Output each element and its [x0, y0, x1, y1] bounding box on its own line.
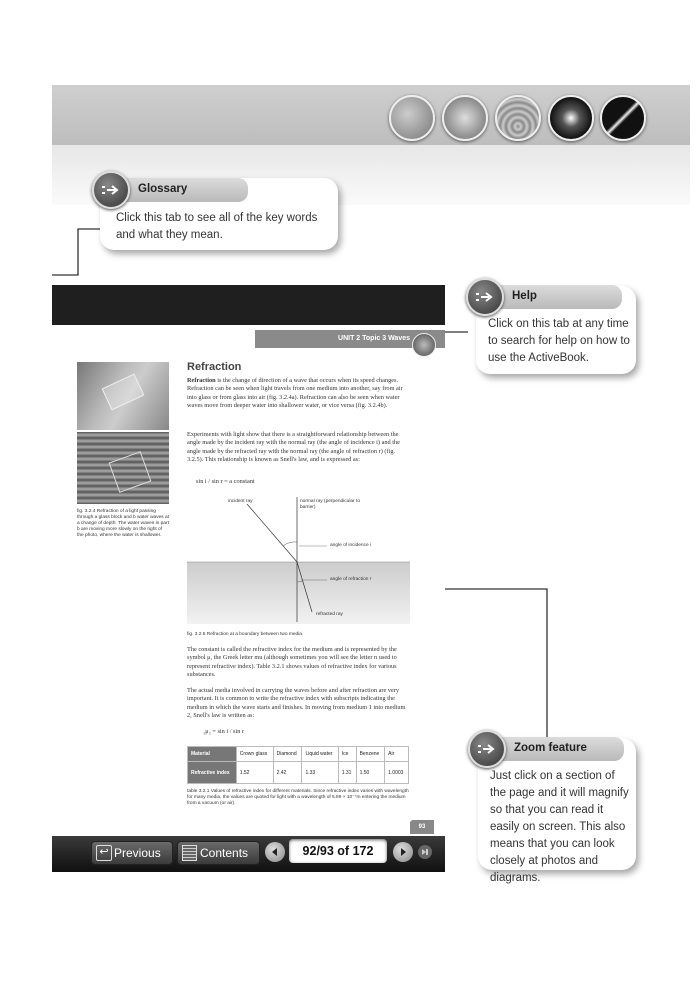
paragraph-1-term: Refraction: [187, 377, 216, 384]
prev-page-button[interactable]: [265, 842, 285, 862]
snell-formula-subscript: ₁μ₂ = sin i / sin r: [203, 728, 245, 735]
table-cell: 1.50: [356, 762, 385, 784]
contents-button[interactable]: [177, 841, 260, 865]
table-header: Air: [385, 747, 409, 762]
table-row-label: Refractive index: [188, 762, 237, 784]
help-description: Click on this tab at any time to search for help on how to use the ActiveBook.: [488, 318, 630, 364]
skip-end-icon: [421, 848, 429, 856]
fig1-caption: fig. 3.2.4 Refraction of a light passing through a glass block and b water waves at a change of depth. The water waves in part b are moving more slowly on the right of the photo, where the water is shallower.: [77, 509, 169, 538]
table-cell: 2.42: [273, 762, 302, 784]
table-header: Liquid water: [302, 747, 338, 762]
page-number: 93: [410, 820, 434, 834]
refraction-diagram[interactable]: [187, 492, 410, 627]
fig2-caption: fig. 3.2.5 Refraction at a boundary between two media.: [187, 632, 304, 637]
zoom-arrow-icon[interactable]: [468, 730, 506, 768]
unit-icon: [412, 333, 436, 357]
paragraph-2: Experiments with light show that there is a straightforward relationship between the angle made by the incident ray with the normal ray (the angle of incidence i) and the angle made by the refracted ray with the normal ray (the angle of refraction r) (fig. 3.2.5). This relationship is known as Snell's law, and is expressed as:: [187, 431, 400, 464]
help-tab[interactable]: [484, 285, 622, 309]
help-tab-label: Help: [512, 290, 537, 302]
table-header: Benzene: [356, 747, 385, 762]
glossary-tab[interactable]: [110, 178, 248, 202]
table-cell: 1.33: [302, 762, 338, 784]
next-page-button[interactable]: [393, 842, 413, 862]
water-waves-photo[interactable]: [77, 432, 169, 504]
page-indicator[interactable]: 92/93 of 172: [289, 839, 387, 863]
glossary-description: Click this tab to see all of the key words and what they mean.: [116, 212, 318, 241]
left-triangle-icon: [270, 847, 280, 857]
paragraph-4: The actual media involved in carrying the waves before and after refraction are very important. It is common to write the refractive index with subscripts indicating the medium in which the wave starts and finishes. In moving from medium 1 into medium 2, Snell's law is written as:: [187, 687, 406, 720]
angle-refraction-label: angle of refraction r: [330, 577, 372, 582]
refracted-ray-label: refracted ray: [316, 612, 343, 617]
unit-header: UNIT 2 Topic 3 Waves: [255, 330, 445, 348]
paragraph-3: The constant is called the refractive index for the medium and is represented by the symbol μ, the Greek letter mu (although sometimes you will see the letter n used to represent refractive index). Table 3.2.1 shows values of refractive index for various substances.: [187, 646, 397, 679]
table-cell: 1.31: [338, 762, 356, 784]
zoom-description: Just click on a section of the page and it will magnify so that you can read it easily on screen. This also means that you can look closely at photos and diagrams.: [490, 770, 629, 884]
glass-block-photo[interactable]: [77, 362, 169, 430]
paragraph-1: [187, 377, 409, 411]
contents-list-icon: [182, 845, 197, 861]
glossary-arrow-icon[interactable]: [92, 171, 130, 209]
table-header: Diamond: [273, 747, 302, 762]
right-triangle-icon: [398, 847, 408, 857]
table-header: Ice: [338, 747, 356, 762]
previous-button[interactable]: [91, 841, 173, 865]
section-heading: Refraction: [187, 361, 242, 373]
table-caption: table 3.2.1 Values of refractive index for different materials. Since refractive index varies with wavelength for many media, the values are quoted for light with a wavelength of 5.89 × 10⁻⁷m entering the medium from a vacuum (or air).: [187, 789, 409, 806]
last-page-button[interactable]: [418, 845, 432, 859]
refractive-index-table[interactable]: [187, 746, 409, 784]
back-arrow-icon: ↩: [96, 845, 112, 861]
zoom-tab-label: Zoom feature: [514, 742, 587, 754]
previous-button-label: Previous: [114, 846, 161, 860]
help-arrow-icon[interactable]: [466, 278, 504, 316]
glossary-tab-label: Glossary: [138, 183, 188, 195]
incident-ray-label: incident ray: [228, 499, 253, 504]
table-cell: 1.0003: [385, 762, 409, 784]
snell-formula: sin i / sin r = a constant: [196, 478, 255, 485]
normal-ray-label: normal ray (perpendicular to barrier): [300, 499, 360, 510]
paragraph-1-text: is the change of direction of a wave that occurs when its speed changes. Refraction can be seen when light travels from one medium into another, say from air into glass or from glass into air (fig. 3.2.4a). Refraction can also be seen when water waves move from deeper water into shallower water, or vice versa (fig. 3.2.4b).: [187, 377, 403, 410]
page-top-bar: [52, 285, 445, 325]
zoom-tab[interactable]: [486, 737, 624, 761]
table-cell: 1.52: [236, 762, 273, 784]
angle-incidence-label: angle of incidence i: [330, 543, 372, 548]
table-header: Crown glass: [236, 747, 273, 762]
contents-button-label: Contents: [200, 846, 249, 860]
table-header-material: Material: [188, 747, 237, 762]
